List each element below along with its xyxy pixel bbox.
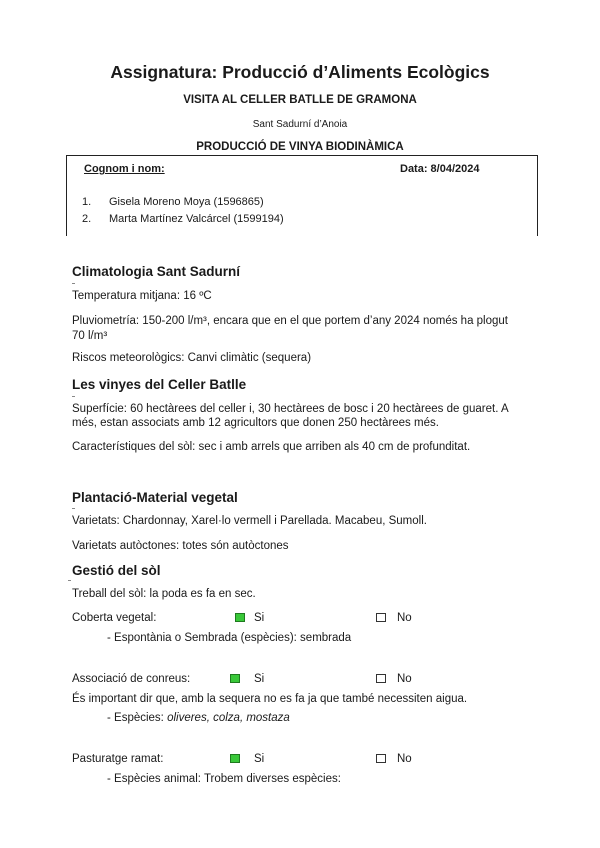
soil-work-text: Treball del sòl: la poda es fa en sec. [72, 588, 256, 600]
cover-yes-checkbox[interactable] [235, 613, 245, 622]
paragraph-mark [68, 580, 71, 581]
paragraph-mark [72, 283, 75, 284]
temperature-text: Temperatura mitjana: 16 ºC [72, 290, 212, 302]
subject-title: PRODUCCIÓ DE VINYA BIODINÀMICA [196, 141, 404, 153]
visit-title: VISITA AL CELLER BATLLE DE GRAMONA [183, 94, 417, 106]
paragraph-mark [72, 396, 75, 397]
varieties-text: Varietats: Chardonnay, Xarel·lo vermell i Parellada. Macabeu, Sumoll. [72, 515, 427, 527]
student-name: Gisela Moreno Moya (1596865) [109, 196, 264, 208]
plantacio-heading: Plantació-Material vegetal [72, 490, 238, 505]
rainfall-text-cont: 70 l/m³ [72, 330, 108, 342]
gestio-heading: Gestió del sòl [72, 563, 161, 578]
assoc-no-checkbox[interactable] [376, 674, 386, 683]
pasture-no-label: No [397, 753, 412, 765]
assoc-yes-label: Si [254, 673, 265, 685]
pasture-yes-checkbox[interactable] [230, 754, 240, 763]
document-title: Assignatura: Producció d’Aliments Ecològics [110, 62, 490, 82]
native-varieties-text: Varietats autòctones: totes són autòctones [72, 540, 289, 552]
name-label: Cognom i nom: [84, 163, 165, 175]
assoc-sub-text [107, 712, 290, 724]
date-label: Data: 8/04/2024 [400, 163, 480, 175]
cover-label: Coberta vegetal: [72, 612, 157, 624]
assoc-label: Associació de conreus: [72, 673, 191, 685]
pasture-sub-text: - Espècies animal: Trobem diverses espècies: [107, 773, 341, 785]
assoc-note-text: És important dir que, amb la sequera no es fa ja que també necessiten aigua. [72, 693, 468, 705]
cover-no-checkbox[interactable] [376, 613, 386, 622]
cover-sub-text: - Espontània o Sembrada (espècies): sembrada [107, 632, 352, 644]
soil-text: Característiques del sòl: sec i amb arrels que arriben als 40 cm de profunditat. [72, 441, 471, 453]
surface-text-cont: més, estan associats amb 12 agricultors que donen 250 hectàrees més. [72, 417, 439, 429]
assoc-species: oliveres, colza, mostaza [167, 712, 290, 724]
pasture-yes-label: Si [254, 753, 265, 765]
cover-no-label: No [397, 612, 412, 624]
paragraph-mark [72, 508, 75, 509]
assoc-no-label: No [397, 673, 412, 685]
rainfall-text: Pluviometría: 150-200 l/m³, encara que en el que portem d’any 2024 només ha plogut [72, 315, 508, 327]
assoc-yes-checkbox[interactable] [230, 674, 240, 683]
assoc-sub-prefix: - Espècies: [107, 712, 168, 724]
vinyes-heading: Les vinyes del Celler Batlle [72, 377, 247, 392]
cover-yes-label: Si [254, 612, 265, 624]
surface-text: Superfície: 60 hectàrees del celler i, 30 hectàrees de bosc i 20 hectàrees de guaret. A [72, 403, 509, 415]
pasture-label: Pasturatge ramat: [72, 753, 164, 765]
climatologia-heading: Climatologia Sant Sadurní [72, 264, 241, 279]
student-number: 2. [82, 213, 92, 225]
student-name: Marta Martínez Valcárcel (1599194) [109, 213, 284, 225]
student-number: 1. [82, 196, 92, 208]
location-text: Sant Sadurní d’Anoia [252, 119, 348, 130]
risks-text: Riscos meteorològics: Canvi climàtic (sequera) [72, 352, 312, 364]
pasture-no-checkbox[interactable] [376, 754, 386, 763]
